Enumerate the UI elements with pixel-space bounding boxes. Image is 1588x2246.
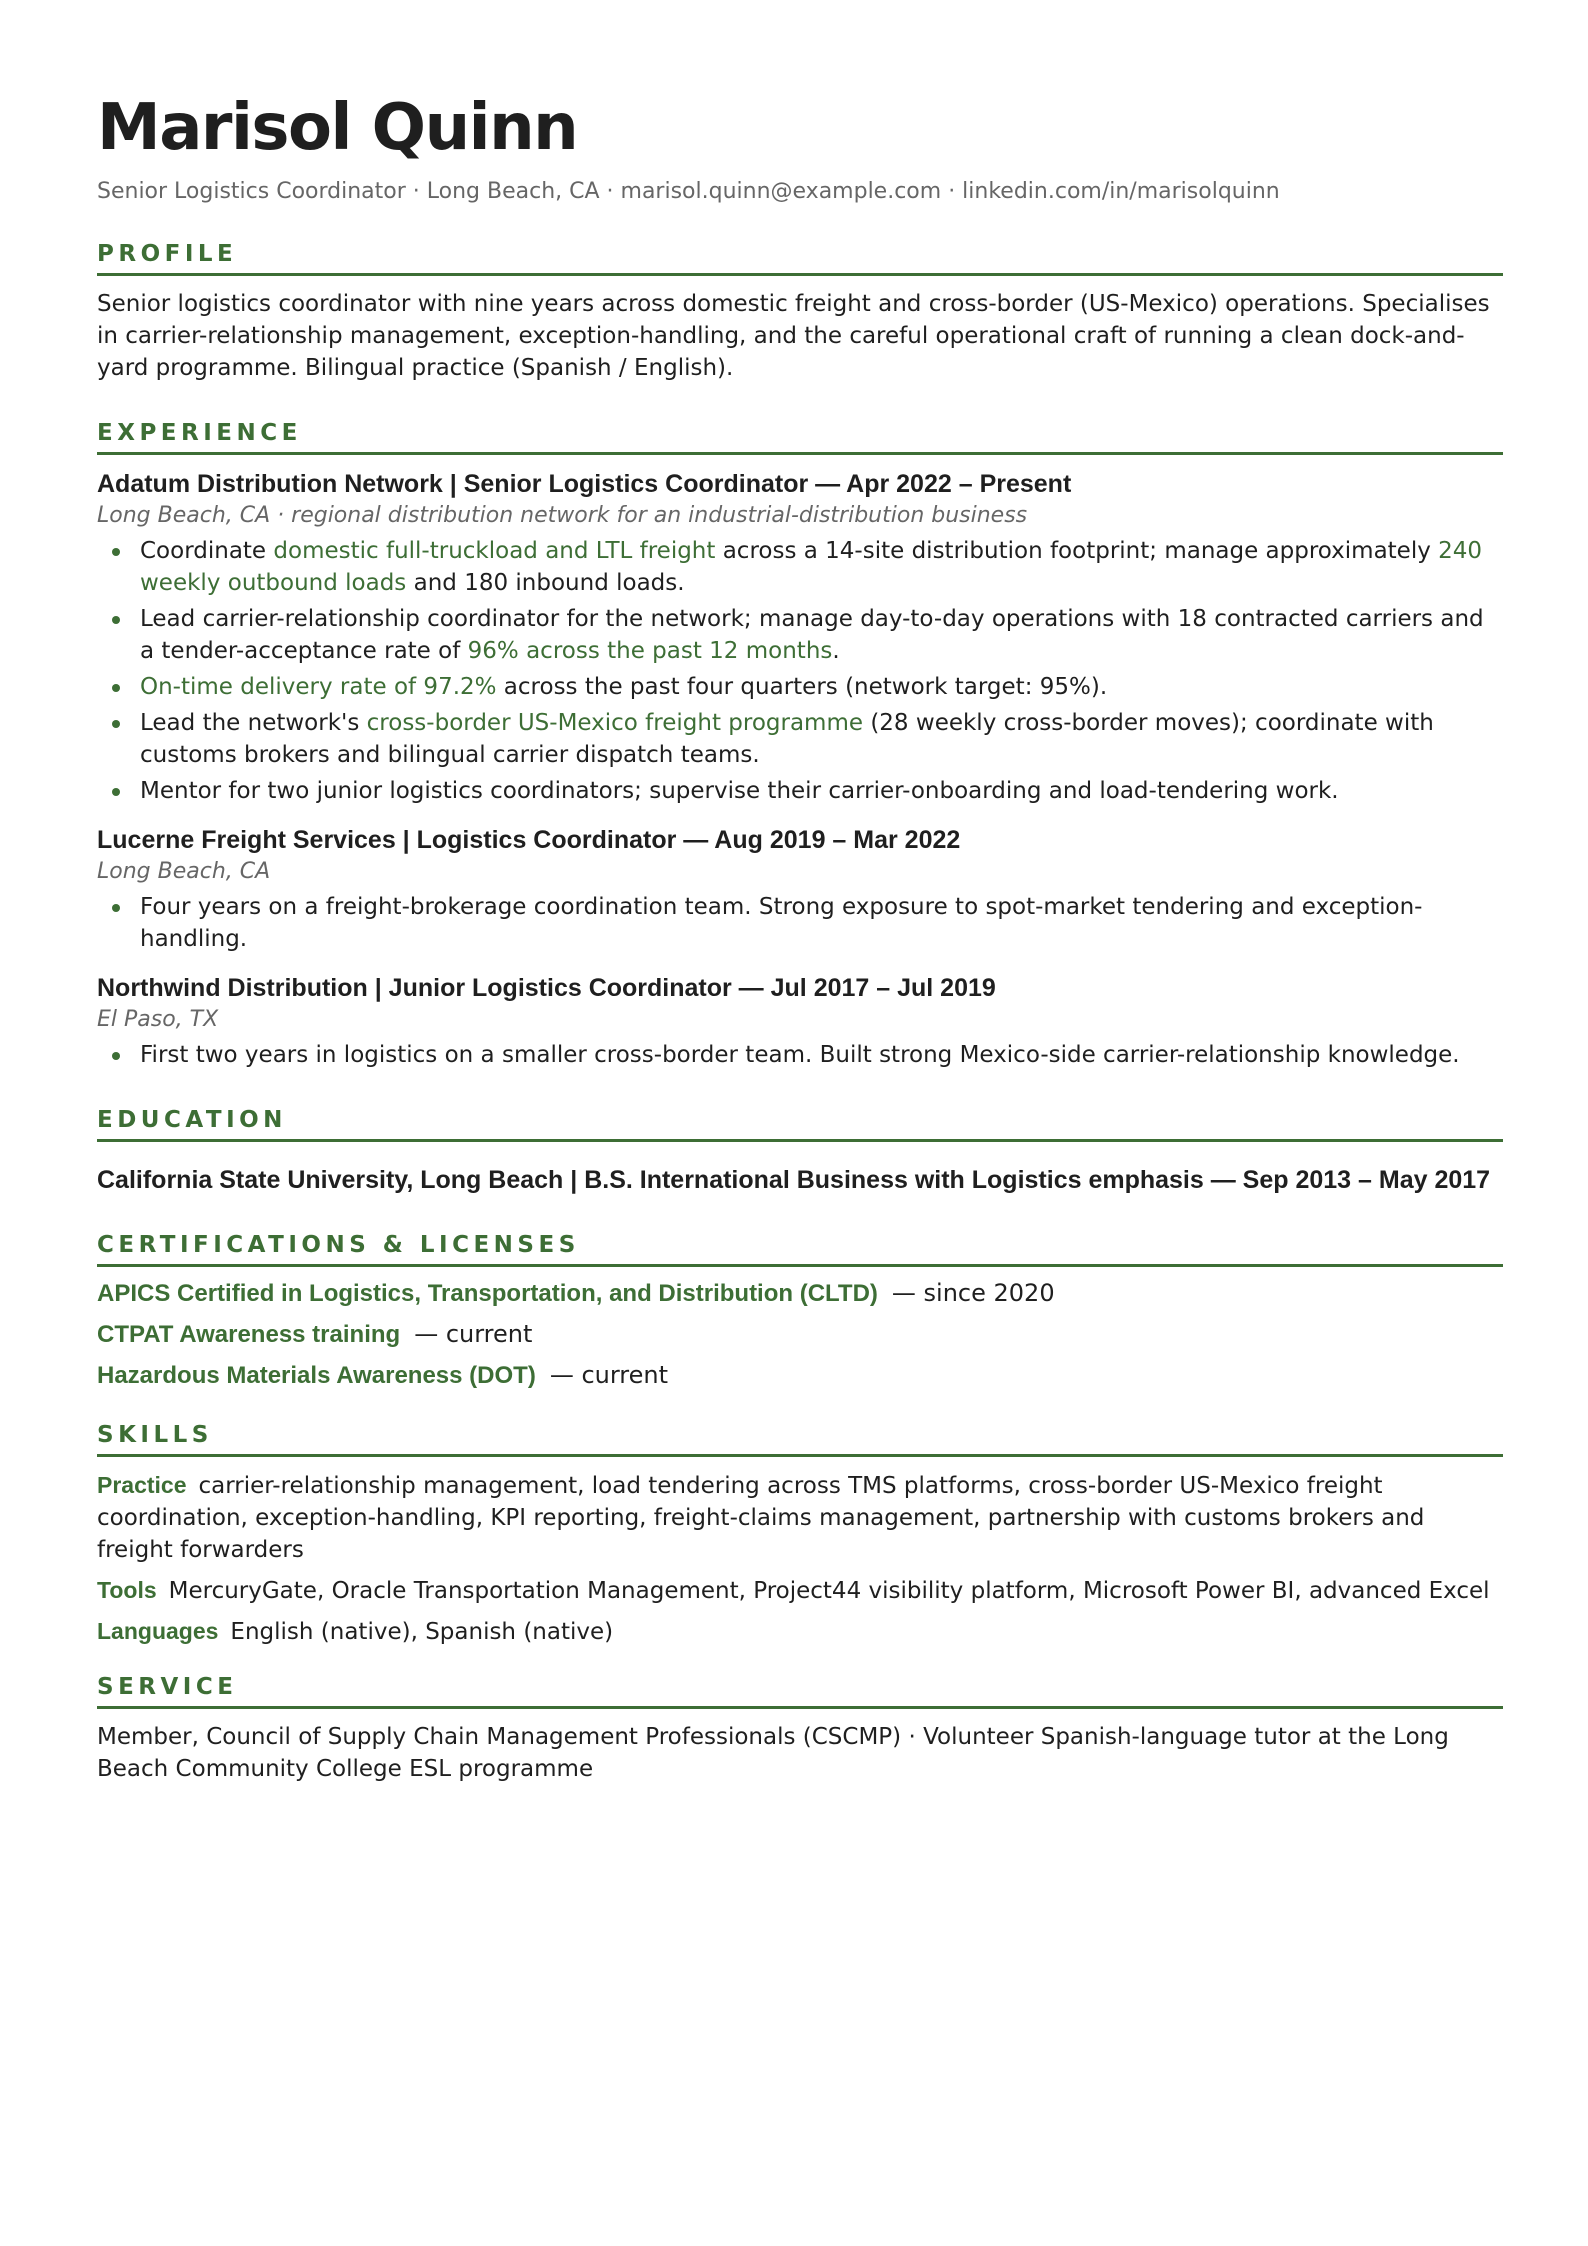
certification-status: — since 2020 xyxy=(891,1278,1055,1307)
profile-text: Senior logistics coordinator with nine years across domestic freight and cross-border (US-Mexico) operations. Specialises in carrier-relationship management, exception-handling, and the careful operational craft of running a clean dock-and-yard programme. Bilingual practice (Spanish / English). xyxy=(97,290,1490,381)
skill-row xyxy=(97,1615,1503,1648)
certification-status: — current xyxy=(414,1319,533,1348)
highlight-text: 240 weekly outbound loads xyxy=(140,537,1483,596)
service-section xyxy=(97,1674,1503,1785)
experience-section xyxy=(97,420,1503,1071)
job-bullets xyxy=(97,535,1503,807)
certification-item xyxy=(97,1314,1503,1355)
bullet-text: Coordinate xyxy=(140,537,274,564)
bullet-text: First two years in logistics on a smaller cross-border team. Built strong Mexico-side carrier-relationship knowledge. xyxy=(140,1041,1460,1068)
job-heading: Northwind Distribution | Junior Logistics Coordinator — Jul 2017 – Jul 2019 xyxy=(97,973,996,1002)
job-subtitle: El Paso, TX xyxy=(97,1006,219,1032)
job-bullets xyxy=(97,1039,1503,1071)
bullet-item xyxy=(140,603,1503,667)
skill-label: Practice xyxy=(97,1471,187,1498)
job-entry xyxy=(97,971,1503,1071)
highlight-text: On-time delivery rate of 97.2% xyxy=(140,673,497,700)
certification-status: — current xyxy=(549,1360,669,1389)
job-entry xyxy=(97,823,1503,955)
job-entry xyxy=(97,467,1503,807)
bullet-text: and 180 inbound loads. xyxy=(406,569,685,596)
bullet-item xyxy=(140,1039,1503,1071)
bullet-text: Mentor for two junior logistics coordinators; supervise their carrier-onboarding and load-tendering work. xyxy=(140,777,1339,804)
bullet-item xyxy=(140,775,1503,807)
certification-name: Hazardous Materials Awareness (DOT) xyxy=(97,1361,536,1389)
highlight-text: domestic full-truckload and LTL freight xyxy=(273,537,716,564)
certification-name: APICS Certified in Logistics, Transportation, and Distribution (CLTD) xyxy=(97,1279,878,1307)
education-entry: California State University, Long Beach | B.S. International Business with Logistics emphasis — Sep 2013 – May 2017 xyxy=(97,1165,1491,1194)
job-heading: Lucerne Freight Services | Logistics Coordinator — Aug 2019 – Mar 2022 xyxy=(97,825,961,854)
profile-section xyxy=(97,241,1503,384)
section-title-education: EDUCATION xyxy=(97,1107,1503,1142)
highlight-text: cross-border US-Mexico freight programme xyxy=(366,709,864,736)
skill-label: Tools xyxy=(97,1576,157,1603)
section-title-profile: PROFILE xyxy=(97,241,1503,276)
skill-text: English (native), Spanish (native) xyxy=(230,1618,614,1645)
education-section xyxy=(97,1107,1503,1196)
certification-item xyxy=(97,1273,1503,1314)
bullet-item xyxy=(140,707,1503,771)
certification-name: CTPAT Awareness training xyxy=(97,1320,401,1348)
job-bullets xyxy=(97,891,1503,955)
bullet-item xyxy=(140,671,1503,703)
skill-row xyxy=(97,1574,1503,1607)
skill-row xyxy=(97,1469,1503,1566)
bullet-text: Four years on a freight-brokerage coordination team. Strong exposure to spot-market tendering and exception-handling. xyxy=(140,893,1423,952)
bullet-item xyxy=(140,891,1503,955)
certification-list xyxy=(97,1273,1503,1396)
contact-line: Senior Logistics Coordinator · Long Beach, CA · marisol.quinn@example.com · linkedin.com/in/marisolquinn xyxy=(97,179,1280,204)
certification-item xyxy=(97,1355,1503,1396)
bullet-item xyxy=(140,535,1503,599)
highlight-text: 96% across the past 12 months xyxy=(467,637,833,664)
bullet-text: Lead carrier-relationship coordinator for the network; manage day-to-day operations with 18 contracted carriers and a tender-acceptance rate of xyxy=(140,605,1484,664)
skill-text: MercuryGate, Oracle Transportation Management, Project44 visibility platform, Microsoft Power BI, advanced Excel xyxy=(168,1577,1490,1604)
section-title-service: SERVICE xyxy=(97,1674,1503,1709)
bullet-text: . xyxy=(832,637,840,664)
job-subtitle: Long Beach, CA xyxy=(97,858,271,884)
candidate-name: Marisol Quinn xyxy=(97,91,578,165)
bullet-text: across a 14-site distribution footprint; manage approximately xyxy=(715,537,1439,564)
certifications-section xyxy=(97,1232,1503,1396)
section-title-experience: EXPERIENCE xyxy=(97,420,1503,455)
skills-section xyxy=(97,1422,1503,1648)
section-title-skills: SKILLS xyxy=(97,1422,1503,1457)
job-list xyxy=(97,467,1503,1071)
job-subtitle: Long Beach, CA · regional distribution network for an industrial-distribution business xyxy=(97,502,1028,528)
bullet-text: across the past four quarters (network target: 95%). xyxy=(496,673,1108,700)
job-heading: Adatum Distribution Network | Senior Logistics Coordinator — Apr 2022 – Present xyxy=(97,469,1072,498)
section-title-certifications: CERTIFICATIONS & LICENSES xyxy=(97,1232,1503,1267)
bullet-text: (28 weekly cross-border moves); coordinate with customs brokers and bilingual carrier dispatch teams. xyxy=(140,709,1434,768)
skills-list xyxy=(97,1469,1503,1648)
skill-label: Languages xyxy=(97,1617,219,1644)
skill-text: carrier-relationship management, load tendering across TMS platforms, cross-border US-Mexico freight coordination, exception-handling, KPI reporting, freight-claims management, partnership with customs brokers and freight forwarders xyxy=(97,1472,1425,1563)
bullet-text: Lead the network's xyxy=(140,709,367,736)
service-text: Member, Council of Supply Chain Management Professionals (CSCMP) · Volunteer Spanish-language tutor at the Long Beach Community College ESL programme xyxy=(97,1723,1449,1782)
